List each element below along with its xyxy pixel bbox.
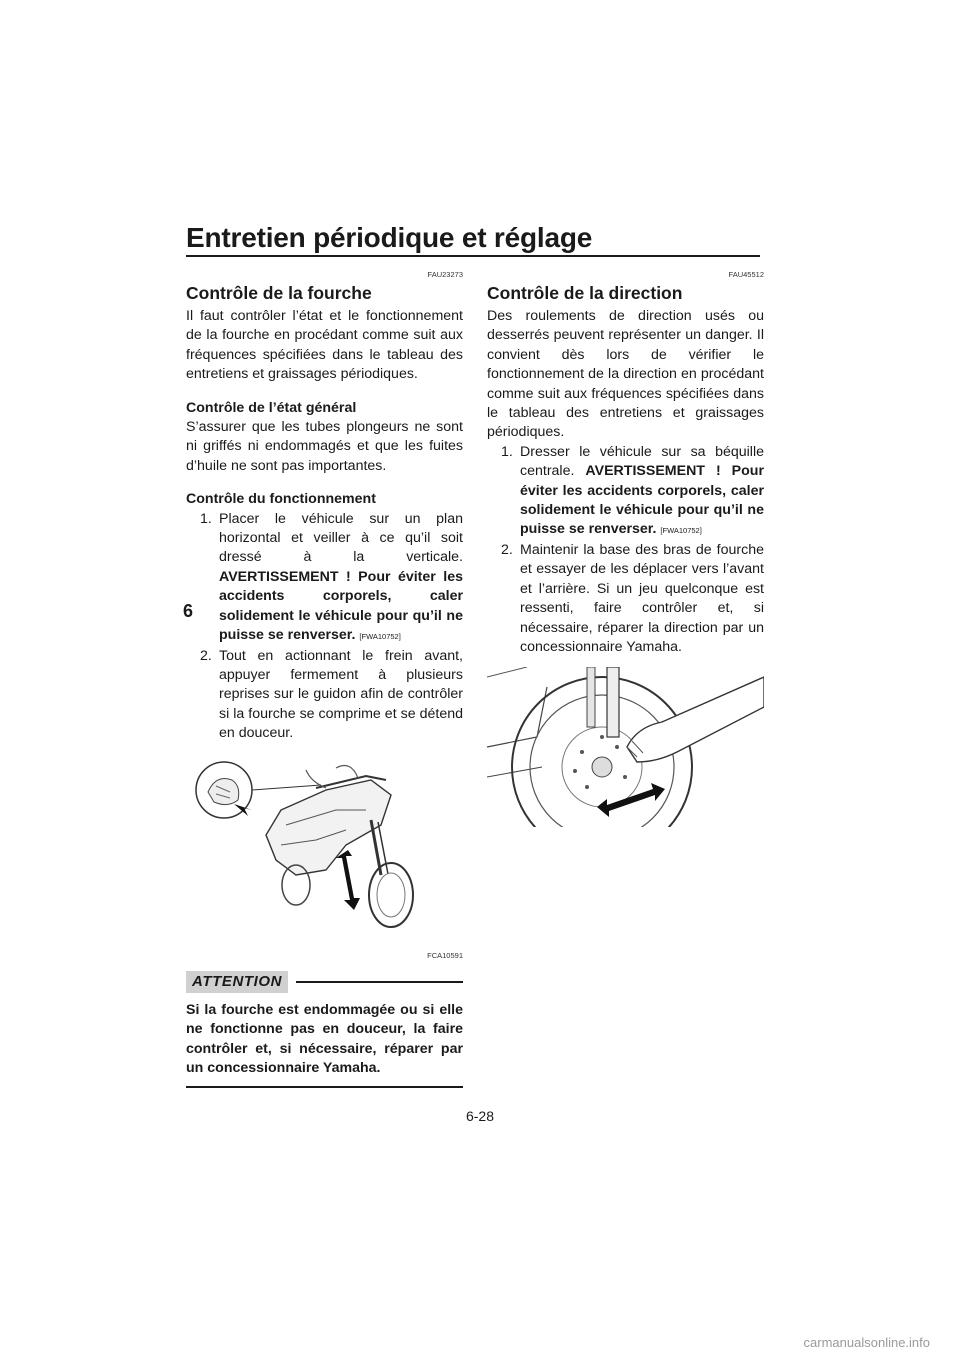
step-text: Tout en actionnant le frein avant, appuyer fermement à plusieurs reprises sur le guidon afin de contrôler si la fourche se comprime et se détend en douceur.	[219, 647, 463, 742]
attention-text: Si la fourche est endommagée ou si elle ne fonctionne pas en douceur, la faire contrôler et, si nécessaire, réparer par un concessionnaire Yamaha.	[186, 1001, 463, 1089]
figure-code: FCA10591	[427, 950, 463, 960]
scooter-fork-illustration	[186, 750, 463, 940]
step-number: 2.	[200, 647, 212, 664]
subheading-general-state: Contrôle de l’état général	[186, 399, 357, 416]
warning-text: AVERTISSEMENT ! Pour éviter les accidents corporels, caler solidement le véhicule pour qu’il ne puisse se renverser.	[520, 463, 764, 538]
section-title-steering-check: Contrôle de la direction	[487, 283, 683, 303]
section-code: FAU23273	[427, 270, 463, 279]
step-text: Dresser le véhicule sur sa béquille centrale.	[520, 443, 764, 480]
right-column	[487, 270, 764, 834]
steering-illustration	[487, 667, 764, 833]
steering-fork-illustration	[487, 667, 764, 827]
general-state-text: S’assurer que les tubes plongeurs ne sont ni griffés ni endommagés et que les fuites d’huile ne sont pas importantes.	[186, 419, 463, 474]
steering-intro-text: Des roulements de direction usés ou desserrés peuvent représenter un danger. Il convient dès lors de vérifier le fonctionnement de la direction en procédant comme suit aux fréquences spécifiées dans le tableau des entretiens et graissages périodiques.	[487, 308, 764, 441]
step-number: 1.	[200, 510, 212, 527]
list-item	[487, 541, 764, 657]
step-text: Placer le véhicule sur un plan horizontal et veiller à ce qu’il soit dressé à la verticale.	[219, 510, 463, 566]
subheading-operation: Contrôle du fonctionnement	[186, 491, 376, 508]
list-item	[186, 510, 463, 647]
step-number: 2.	[501, 541, 513, 558]
fork-intro-text: Il faut contrôler l’état et le fonctionnement de la fourche en procédant comme suit aux fréquences spécifiées dans le tableau des entretiens et graissages périodiques.	[186, 308, 463, 383]
header-rule	[186, 255, 760, 257]
step-text: Maintenir la base des bras de fourche et essayer de les déplacer vers l’avant et l’arrière. Si un jeu quelconque est ressenti, faire contrôler et, si nécessaire, réparer la direction par un concessionnaire Yamaha.	[520, 541, 764, 655]
watermark: carmanualsonline.info	[803, 1335, 930, 1350]
attention-rule	[296, 981, 463, 983]
page-number: 6-28	[465, 1108, 495, 1124]
section-title-fork-check: Contrôle de la fourche	[186, 283, 372, 303]
fork-steps-list	[186, 510, 463, 744]
step-number: 1.	[501, 443, 513, 460]
left-column	[186, 270, 463, 1088]
list-item	[487, 443, 764, 541]
chapter-tab: 6	[183, 601, 194, 621]
attention-label: ATTENTION	[186, 971, 288, 992]
steering-steps-list	[487, 443, 764, 657]
warning-ref: [FWA10752]	[660, 526, 702, 536]
list-item	[186, 647, 463, 744]
section-code: FAU45512	[728, 270, 764, 279]
attention-box	[186, 971, 463, 1088]
warning-ref: [FWA10752]	[359, 632, 401, 642]
warning-text: AVERTISSEMENT ! Pour éviter les accidents corporels, caler solidement le véhicule pour qu’il ne puisse se renverser.	[219, 568, 463, 644]
fork-illustration	[186, 750, 463, 966]
page-header-title: Entretien périodique et réglage	[186, 222, 593, 253]
